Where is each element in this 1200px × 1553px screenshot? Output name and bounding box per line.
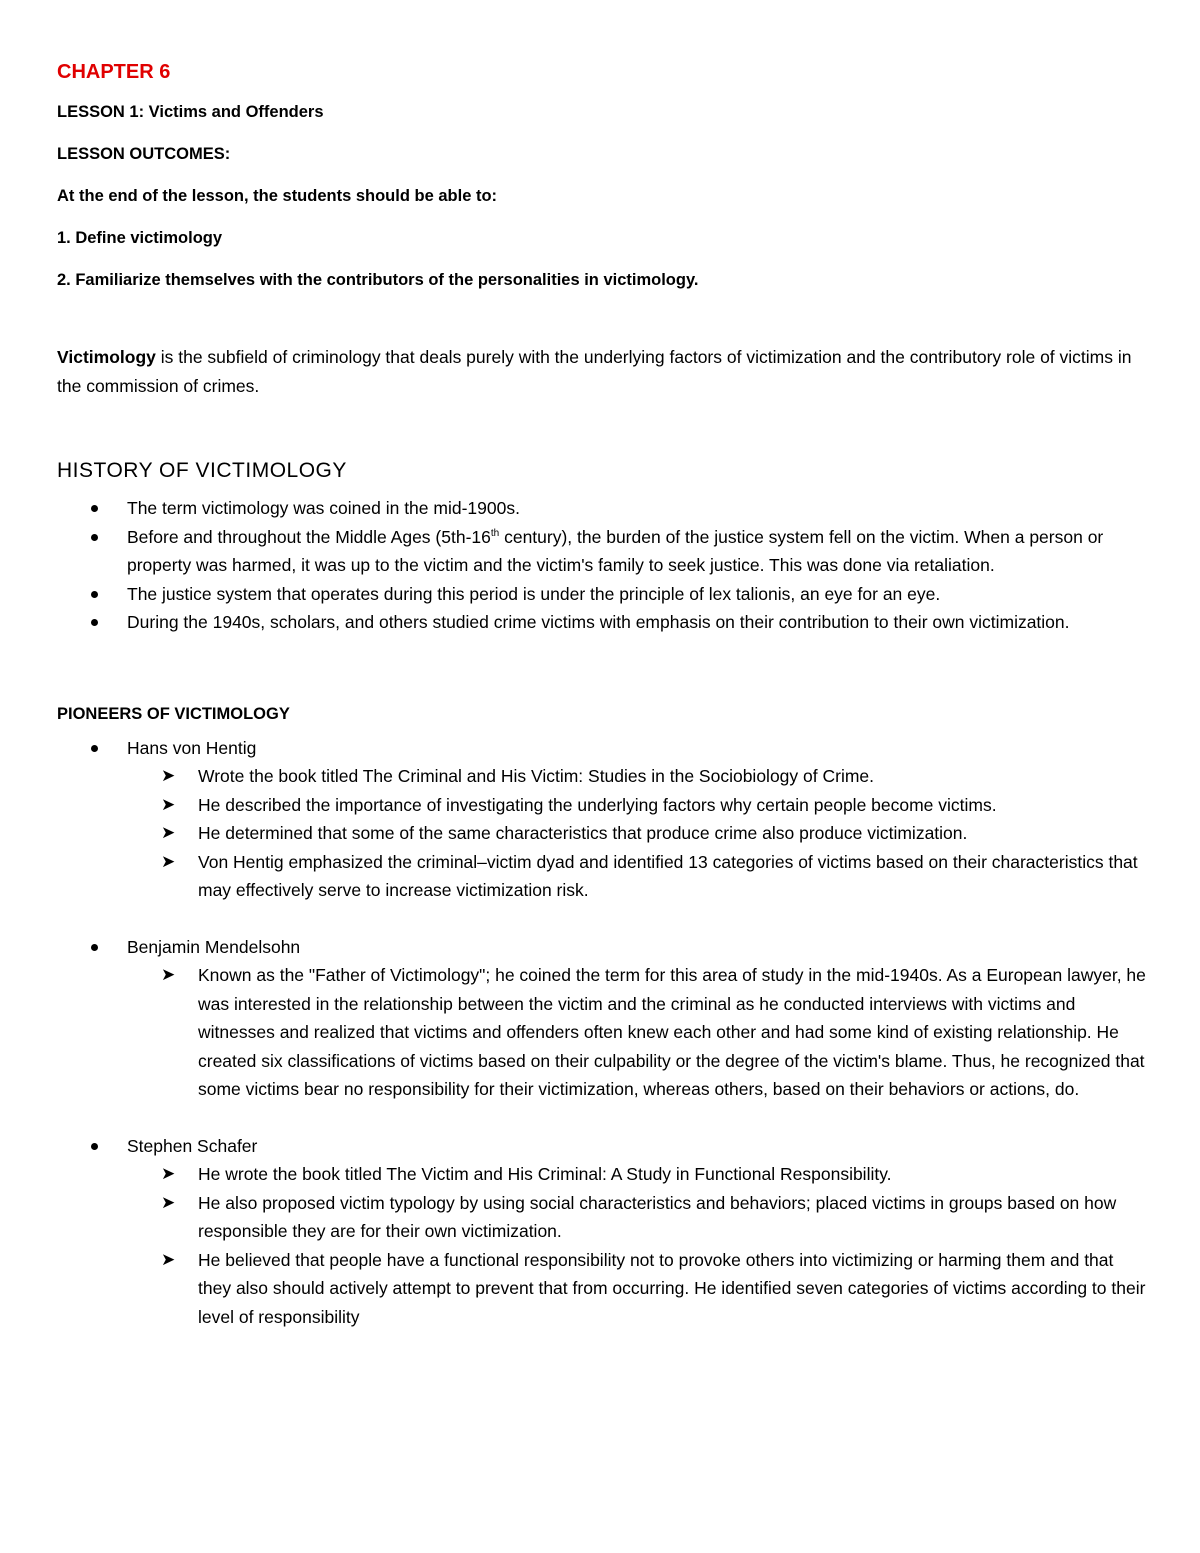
arrowhead-icon: ➤ bbox=[161, 965, 176, 985]
history-item-2-a: Before and throughout the Middle Ages (5th-16 bbox=[127, 526, 491, 547]
definition-text: is the subfield of criminology that deals purely with the underlying factors of victimization and the contributory role of victims in the commission of crimes. bbox=[57, 347, 1132, 396]
arrowhead-icon: ➤ bbox=[161, 1164, 176, 1184]
pioneer-points bbox=[57, 1160, 1147, 1331]
definition-term: Victimology bbox=[57, 347, 156, 367]
list-item bbox=[57, 1246, 1147, 1332]
bullet-icon bbox=[91, 505, 98, 512]
history-item-2-b: century), the burden of the justice system fell on the victim. When a person or property was harmed, it was up to the victim and the victim's family to seek justice. This was done via retaliation. bbox=[127, 526, 1104, 575]
lesson-title: LESSON 1: Victims and Offenders bbox=[57, 103, 324, 121]
lesson-intro: At the end of the lesson, the students should be able to: bbox=[57, 187, 498, 205]
list-item bbox=[57, 494, 1147, 523]
pioneer-points bbox=[57, 762, 1147, 905]
history-item-1: The term victimology was coined in the mid-1900s. bbox=[127, 498, 520, 518]
pioneer-name-row bbox=[57, 933, 1147, 962]
bullet-icon bbox=[91, 591, 98, 598]
lesson-outcomes-label: LESSON OUTCOMES: bbox=[57, 145, 231, 163]
arrowhead-icon: ➤ bbox=[161, 766, 176, 786]
list-item bbox=[57, 580, 1147, 609]
chapter-heading: CHAPTER 6 bbox=[57, 61, 171, 83]
victimology-definition bbox=[57, 343, 1147, 400]
list-item bbox=[57, 961, 1147, 1104]
pioneer-point: He described the importance of investigating the underlying factors why certain people become victims. bbox=[198, 794, 997, 815]
pioneer-point: He determined that some of the same characteristics that produce crime also produce victimization. bbox=[198, 823, 968, 843]
pioneer-points bbox=[57, 961, 1147, 1104]
pioneer-point: He also proposed victim typology by using social characteristics and behaviors; placed victims in groups based on how responsible they are for their own victimization. bbox=[198, 1192, 1117, 1241]
history-item-3: The justice system that operates during this period is under the principle of lex talionis, an eye for an eye. bbox=[127, 583, 941, 604]
pioneers-heading: PIONEERS OF VICTIMOLOGY bbox=[57, 704, 290, 723]
pioneer-name: Hans von Hentig bbox=[127, 737, 257, 758]
pioneer-schafer bbox=[57, 1132, 1147, 1332]
arrowhead-icon: ➤ bbox=[161, 1192, 176, 1213]
pioneer-name: Benjamin Mendelsohn bbox=[127, 936, 301, 957]
arrowhead-icon: ➤ bbox=[161, 851, 176, 872]
arrowhead-icon: ➤ bbox=[161, 823, 176, 843]
list-item bbox=[57, 762, 1147, 791]
pioneer-name-row bbox=[57, 1132, 1147, 1161]
pioneer-point: Known as the "Father of Victimology"; he coined the term for this area of study in the mid-1940s. As a European lawyer, he was interested in the relationship between the victim and the criminal as he conducted interviews with victims and witnesses and realized that victims and offenders often knew each other and had some kind of existing relationship. He created six classifications of victims based on their culpability or the degree of the victim's blame. Thus, he recognized that some victims bear no responsibility for their victimization, whereas others, based on their behaviors or actions, do. bbox=[198, 965, 1146, 1099]
lesson-outcome-2: 2. Familiarize themselves with the contributors of the personalities in victimology. bbox=[57, 271, 699, 289]
bullet-icon bbox=[91, 944, 98, 951]
pioneer-name: Stephen Schafer bbox=[127, 1135, 258, 1156]
list-item bbox=[57, 791, 1147, 820]
list-item bbox=[57, 848, 1147, 905]
arrowhead-icon: ➤ bbox=[161, 794, 176, 815]
arrowhead-icon: ➤ bbox=[161, 1249, 176, 1270]
document-page bbox=[57, 52, 1147, 1331]
bullet-icon bbox=[91, 1143, 98, 1150]
list-item bbox=[57, 819, 1147, 848]
list-item bbox=[57, 523, 1147, 580]
list-item bbox=[57, 1189, 1147, 1246]
bullet-icon bbox=[91, 745, 98, 752]
history-item-2-sup: th bbox=[490, 527, 500, 539]
list-item bbox=[57, 1160, 1147, 1189]
bullet-icon bbox=[91, 534, 98, 541]
pioneer-point: Wrote the book titled The Criminal and His Victim: Studies in the Sociobiology of Crime. bbox=[198, 766, 875, 786]
history-heading: HISTORY OF VICTIMOLOGY bbox=[57, 459, 347, 482]
pioneer-point: He believed that people have a functional responsibility not to provoke others into victimizing or harming them and that they also should actively attempt to prevent that from occurring. He identified seven categories of victims according to their level of responsibility bbox=[198, 1249, 1146, 1327]
pioneer-point: Von Hentig emphasized the criminal–victim dyad and identified 13 categories of victims based on their characteristics that may effectively serve to increase victimization risk. bbox=[198, 851, 1138, 900]
pioneer-name-row bbox=[57, 734, 1147, 763]
pioneer-hentig bbox=[57, 734, 1147, 905]
lesson-outcome-1: 1. Define victimology bbox=[57, 229, 223, 247]
history-item-4: During the 1940s, scholars, and others studied crime victims with emphasis on their contribution to their own victimization. bbox=[127, 612, 1070, 632]
pioneer-point: He wrote the book titled The Victim and His Criminal: A Study in Functional Responsibility. bbox=[198, 1164, 892, 1184]
list-item bbox=[57, 608, 1147, 637]
bullet-icon bbox=[91, 619, 98, 626]
pioneer-mendelsohn bbox=[57, 933, 1147, 1104]
history-list bbox=[57, 494, 1147, 637]
